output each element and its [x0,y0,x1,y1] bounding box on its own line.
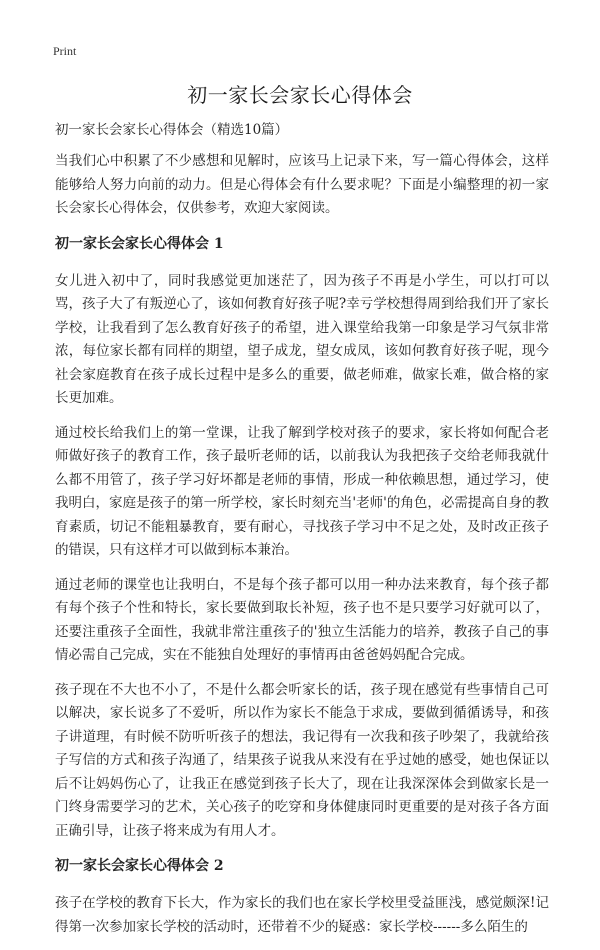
section1-paragraph-1: 女儿进入初中了，同时我感觉更加迷茫了，因为孩子不再是小学生，可以打可以骂，孩子大了有叛逆心了，该如何教育好孩子呢?幸亏学校想得周到给我们开了家长学校，让我看到了怎么教育好孩子的希望，进入课堂给我第一印象是学习气氛非常浓，每位家长都有同样的期望，望子成龙，望女成凤，该如何教育好孩子呢，现今社会家庭教育在孩子成长过程中是多么的重要，做老师难，做家长难，做合格的家长更加难。 [55,272,549,406]
print-label: Print [53,44,77,58]
section-heading-2: 初一家长会家长心得体会 2 [55,858,224,874]
section1-paragraph-4: 孩子现在不大也不小了，不是什么都会听家长的话，孩子现在感觉有些事情自己可以解决，家长说多了不爱听，所以作为家长不能急于求成，要做到循循诱导，和孩子讲道理，有时候不防听听孩子的想法，我记得有一次我和孩子吵架了，我就给孩子写信的方式和孩子沟通了，结果孩子说我从来没有在乎过她的感受，她也保证以后不让妈妈伤心了，让我正在感觉到孩子长大了，现在让我深深体会到做家长是一门终身需要学习的艺术，关心孩子的吃穿和身体健康同时更重要的是对孩子各方面正确引导，让孩子将来成为有用人才。 [55,681,549,839]
section1-paragraph-3: 通过老师的课堂也让我明白，不是每个孩子都可以用一种办法来教育，每个孩子都有每个孩子个性和特长，家长要做到取长补短，孩子也不是只要学习好就可以了，还要注重孩子全面性，我就非常注重孩子的'独立生活能力的培养，教孩子自己的事情必需自己完成，实在不能独自处理好的事情再由爸爸妈妈配合完成。 [55,576,549,663]
document-subtitle: 初一家长会家长心得体会（精选10篇） [55,122,289,138]
section2-paragraph-1: 孩子在学校的教育下长大，作为家长的我们也在家长学校里受益匪浅，感觉颇深!记得第一次参加家长学校的活动时，还带着不少的疑惑：家长学校------多么陌生的 [55,895,549,935]
intro-paragraph: 当我们心中积累了不少感想和见解时，应该马上记录下来，写一篇心得体会，这样能够给人努力向前的动力。但是心得体会有什么要求呢？下面是小编整理的初一家长会家长心得体会，仅供参考，欢迎大家阅读。 [55,153,549,216]
section1-paragraph-2: 通过校长给我们上的第一堂课，让我了解到学校对孩子的要求，家长将如何配合老师做好孩子的教育工作，孩子最听老师的话，以前我认为我把孩子交给老师我就什么都不用管了，孩子学习好坏都是老师的事情，形成一种依赖思想，通过学习，使我明白，家庭是孩子的第一所学校，家长时刻充当'老师'的角色，必需提高自身的教育素质，切记不能粗暴教育，要有耐心，寻找孩子学习中不足之处，及时改正孩子的错误，只有这样才可以做到标本兼治。 [55,424,549,558]
section-heading-1: 初一家长会家长心得体会 1 [55,235,224,252]
document-body [55,118,549,950]
document-title: 初一家长会家长心得体会 [187,83,413,107]
